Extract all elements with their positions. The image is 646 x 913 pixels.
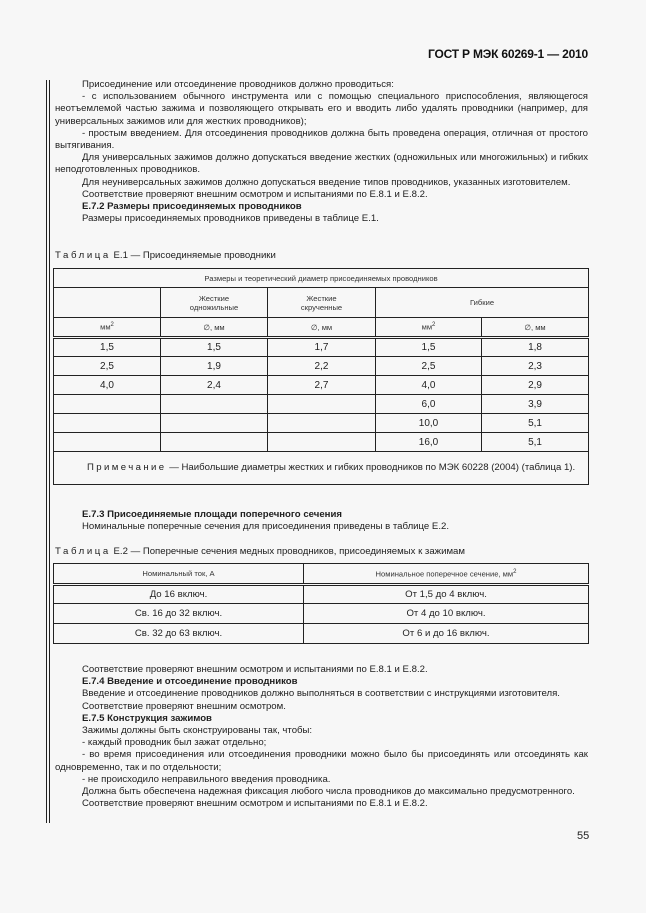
cell [161,414,268,433]
text-block-e73 [55,509,588,533]
cell [268,414,376,433]
text-block-e74-e75 [55,664,588,810]
unit-header: $мм^2$ [376,318,482,338]
cell: 10,0 [376,414,482,433]
list-item: - во время присоединения или отсоединения проводники можно было бы присоединять или отсоединять как одновременно, так и по отдельности; [55,749,588,773]
table-row [54,433,589,452]
paragraph: - простым введением. Для отсоединения проводников должна быть проведена операция, отличная от простого вытягивания. [55,127,588,152]
note-label: Примечание [87,462,167,473]
column-header: Номинальный ток, А [54,564,304,585]
paragraph: Для универсальных зажимов должно допускаться введение жестких (одножильных или многожильных) и гибких неподготовленных проводников. [55,152,588,176]
table-title: Размеры и теоретический диаметр присоединяемых проводников [54,269,589,288]
paragraph: Введение и отсоединение проводников должно выполняться в соответствии с инструкциями изготовителя. [82,688,560,700]
unit-header: $мм^2$ [54,318,161,338]
cell [54,414,161,433]
cell: 3,9 [482,395,589,414]
paragraph: Размеры присоединяемых проводников приведены в таблице Е.1. [82,213,379,225]
cell [161,433,268,452]
cell [268,433,376,452]
cell [54,433,161,452]
paragraph: Номинальные поперечные сечения для присоединения приведены в таблице Е.2. [82,521,449,533]
cell: Св. 16 до 32 включ. [54,604,304,624]
table-row [54,585,589,604]
table-row [54,338,589,357]
group-header: Жесткие скрученные [268,288,376,318]
paragraph: Соответствие проверяют внешним осмотром и испытаниями по Е.8.1 и Е.8.2. [82,664,428,675]
group-header: Гибкие [376,288,589,318]
cell: 1,7 [268,338,376,357]
table-row [54,357,589,376]
paragraph: Зажимы должны быть сконструированы так, чтобы: [82,725,313,737]
caption-number: Е.1 [113,250,128,261]
page-number: 55 [577,830,590,842]
paragraph: Должна быть обеспечена надежная фиксация любого числа проводников до максимально предусмотренного. [82,786,575,798]
group-header [54,288,161,318]
paragraph: Для неуниверсальных зажимов должно допускаться введение типов проводников, указанных изготовителем. [82,176,571,188]
unit-header: ∅, мм [268,318,376,338]
cell: От 1,5 до 4 включ. [304,585,589,604]
cell: 5,1 [482,433,589,452]
section-heading-e74: Е.7.4 Введение и отсоединение проводников [82,676,298,688]
cell: 2,5 [376,357,482,376]
list-item: - каждый проводник был зажат отдельно; [82,737,267,749]
cell: 5,1 [482,414,589,433]
cell: 2,7 [268,376,376,395]
cell: 2,3 [482,357,589,376]
cell: 1,5 [161,338,268,357]
paragraph: Соответствие проверяют внешним осмотром и испытаниями по Е.8.1 и Е.8.2. [82,188,428,200]
cell: 2,5 [54,357,161,376]
table-row [54,624,589,644]
table-row [54,414,589,433]
cell: 2,4 [161,376,268,395]
section-heading-e75: Е.7.5 Конструкция зажимов [82,712,212,724]
table-e2-caption [55,546,465,557]
cell: 2,2 [268,357,376,376]
cell: 16,0 [376,433,482,452]
cell [268,395,376,414]
unit-header: ∅, мм [161,318,268,338]
paragraph: Присоединение или отсоединение проводников должно проводиться: [82,79,394,90]
group-header: Жесткие одножильные [161,288,268,318]
paragraph: Соответствие проверяют внешним осмотром и испытаниями по Е.8.1 и Е.8.2. [82,798,428,810]
table-row [54,395,589,414]
cell [161,395,268,414]
cell: 1,5 [54,338,161,357]
caption-number: Е.2 [113,546,128,557]
caption-label: Таблица [55,546,111,557]
cell: 4,0 [376,376,482,395]
document-header: ГОСТ Р МЭК 60269-1 — 2010 [428,47,588,61]
cell: До 16 включ. [54,585,304,604]
caption-label: Таблица [55,250,111,261]
cell: 6,0 [376,395,482,414]
cell: 1,8 [482,338,589,357]
unit-header: ∅, мм [482,318,589,338]
table-row [54,604,589,624]
cell: От 6 и до 16 включ. [304,624,589,644]
caption-title: — Присоединяемые проводники [127,250,276,261]
table-e1-caption [55,250,276,261]
cell: 1,9 [161,357,268,376]
change-bar [46,80,50,823]
cell: 4,0 [54,376,161,395]
column-header: Номинальное поперечное сечение, $мм^2$ [304,564,589,585]
cell: От 4 до 10 включ. [304,604,589,624]
table-e1 [53,268,589,485]
cell: 2,9 [482,376,589,395]
table-e2 [53,563,589,644]
cell: 1,5 [376,338,482,357]
caption-title: — Поперечные сечения медных проводников, присоединяемых к зажимам [127,546,465,557]
cell: Св. 32 до 63 включ. [54,624,304,644]
section-heading-e73: Е.7.3 Присоединяемые площади поперечного сечения [82,509,342,520]
paragraph: - с использованием обычного инструмента или с помощью специального приспособления, являющегося неотъемлемой частью зажима и позволяющего открывать его и вводить либо удалять проводники (например, для универсальных зажимов или для жестких проводников); [55,91,588,127]
text-block-intro [55,79,588,225]
cell [54,395,161,414]
table-row [54,376,589,395]
list-item: - не происходило неправильного введения проводника. [82,773,331,785]
paragraph: Соответствие проверяют внешним осмотром. [82,700,286,712]
note-text: — Наибольшие диаметры жестких и гибких проводников по МЭК 60228 (2004) (таблица 1). [166,462,576,473]
table-note [54,452,589,485]
section-heading-e72: Е.7.2 Размеры присоединяемых проводников [82,201,302,213]
